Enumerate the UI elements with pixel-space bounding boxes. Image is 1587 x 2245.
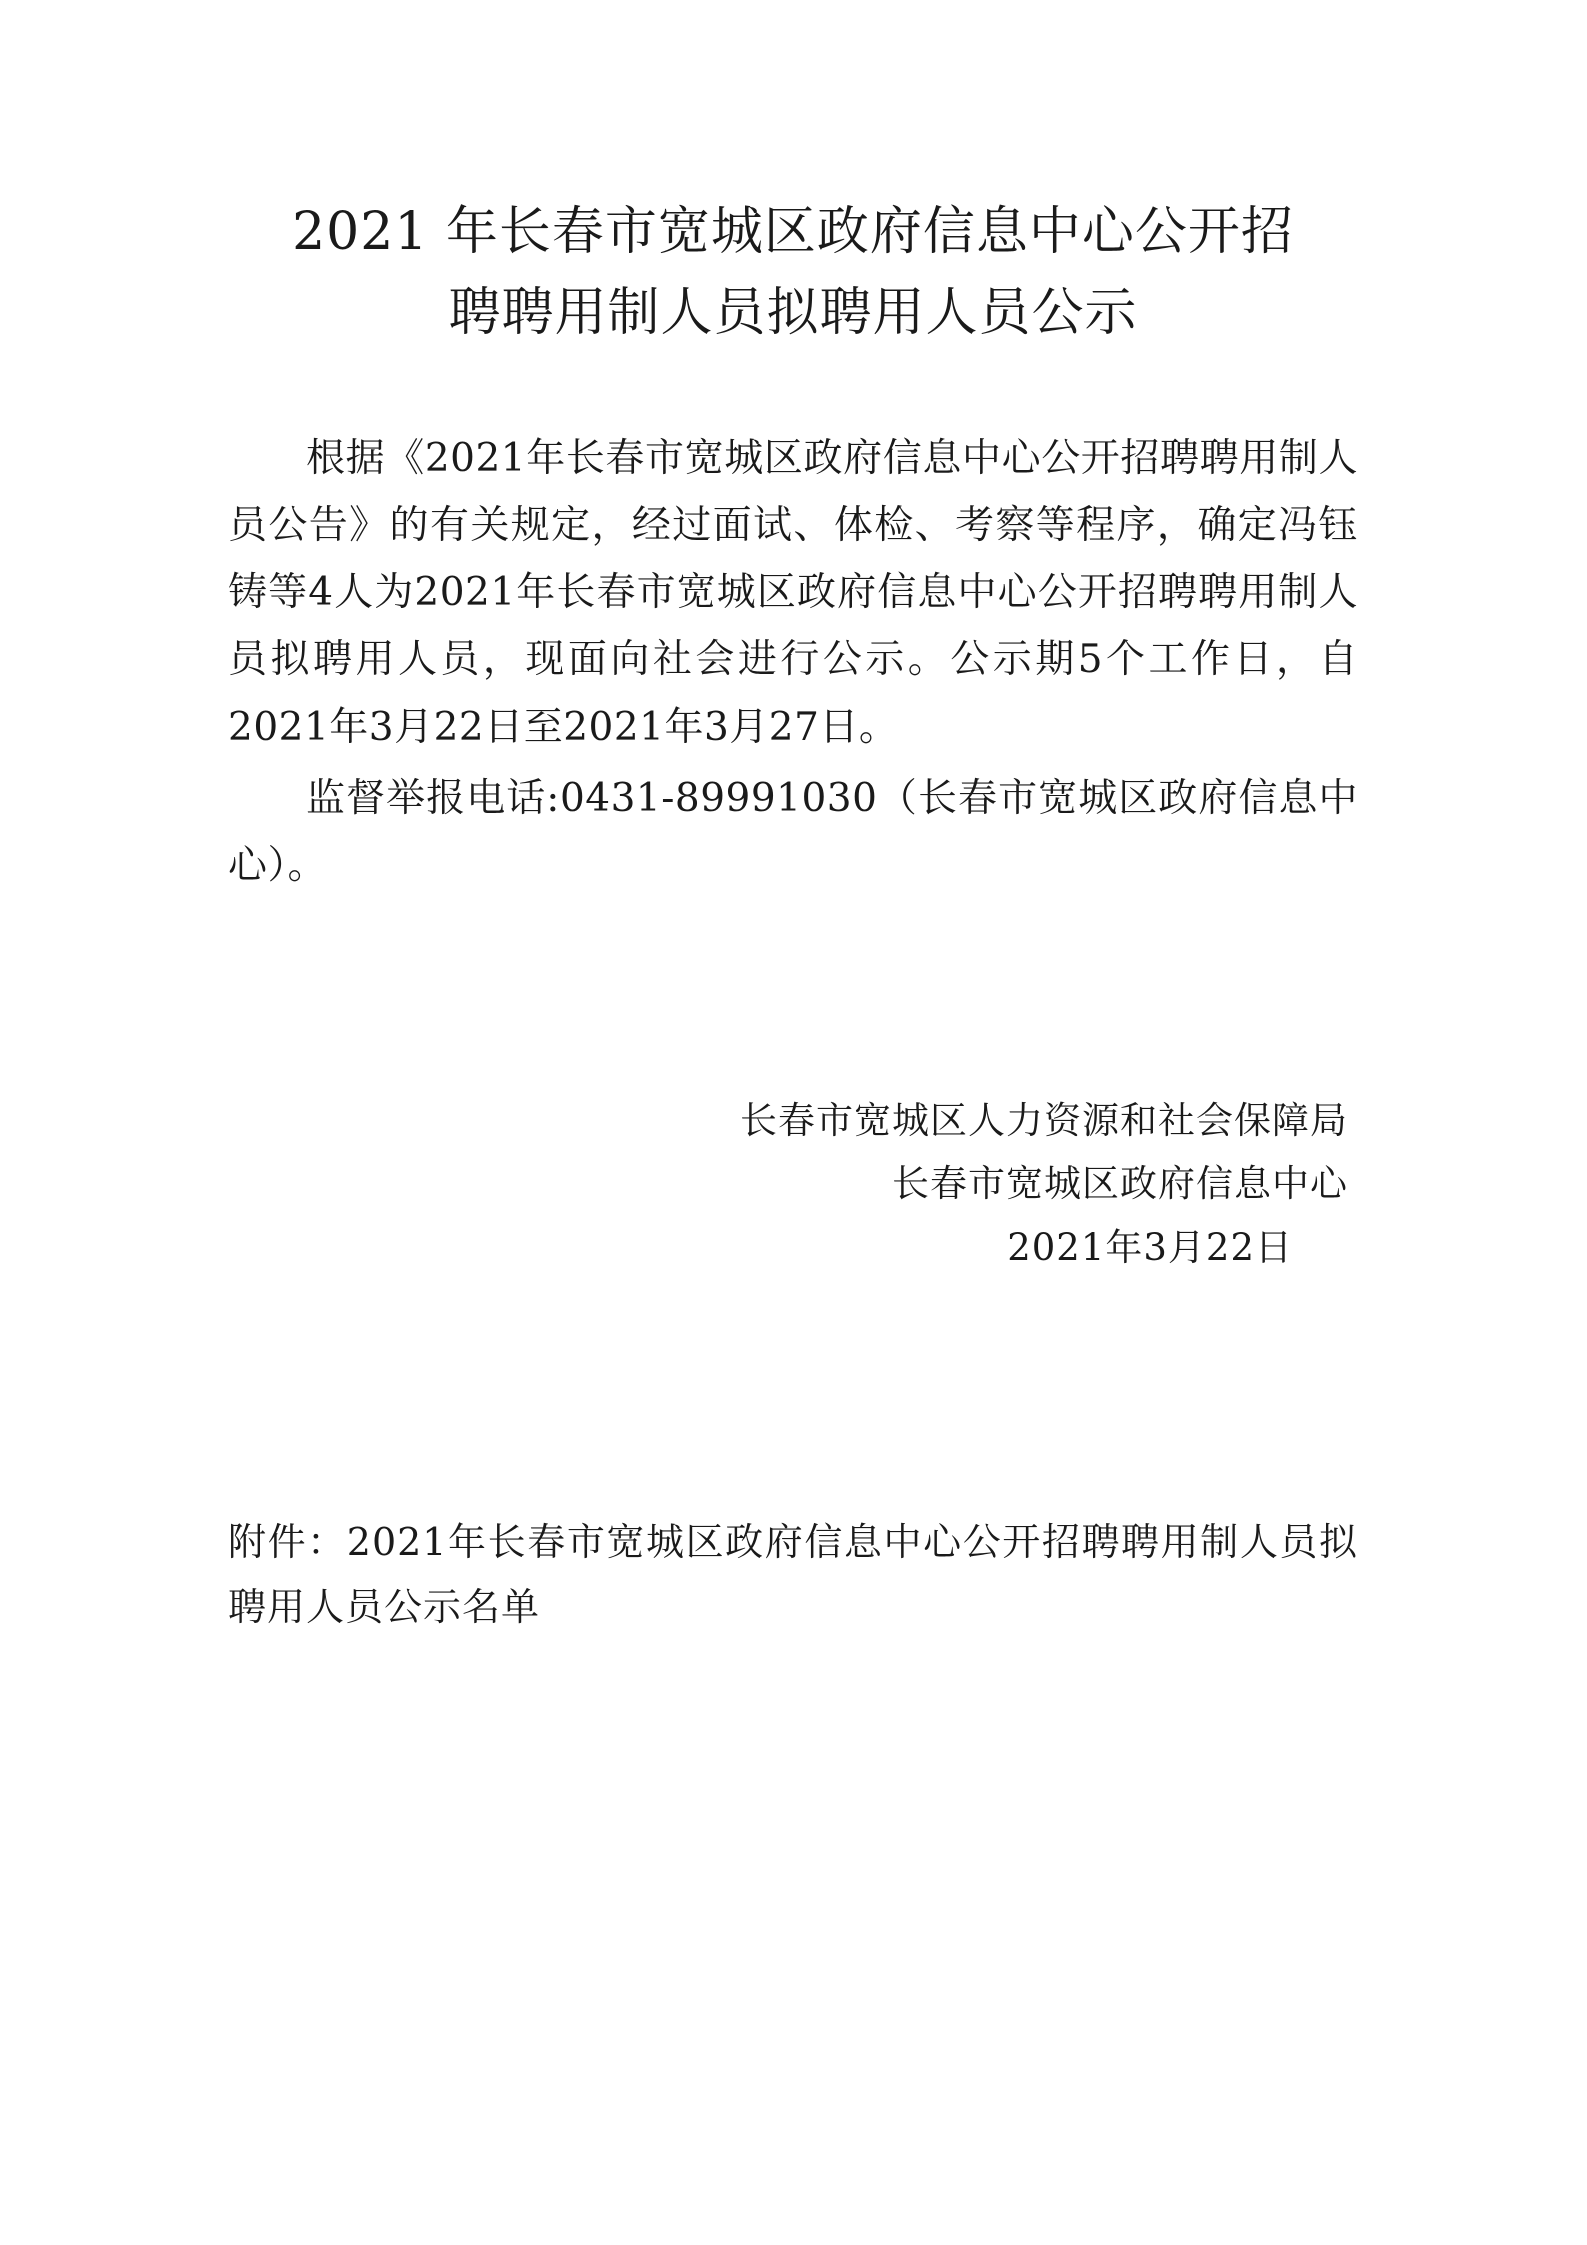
signature-organization-1: 长春市宽城区人力资源和社会保障局 (740, 1098, 1348, 1142)
signature-date: 2021年3月22日 (1007, 1225, 1293, 1269)
body-paragraph-1: 根据《2021年长春市宽城区政府信息中心公开招聘聘用制人员公告》的有关规定，经过面试、体检、考察等程序，确定冯钰铸等4人为2021年长春市宽城区政府信息中心公开招聘聘用制人员拟聘用人员，现面向社会进行公示。公示期5个工作日，自2021年3月22日至2021年3月27日。 (228, 436, 1358, 750)
attachment-note: 附件：2021年长春市宽城区政府信息中心公开招聘聘用制人员拟聘用人员公示名单 (228, 1519, 1358, 1629)
page-title-line-1: 2021 年长春市宽城区政府信息中心公开招 (292, 202, 1294, 262)
body-paragraph-2: 监督举报电话:0431-89991030（长春市宽城区政府信息中心）。 (228, 775, 1358, 888)
signature-organization-2: 长春市宽城区政府信息中心 (892, 1162, 1348, 1206)
document-body (228, 425, 1358, 899)
page-title (228, 192, 1358, 353)
document-content (228, 0, 1358, 1640)
signature-block (228, 1089, 1358, 1280)
page-title-line-2: 聘聘用制人员拟聘用人员公示 (448, 282, 1138, 343)
